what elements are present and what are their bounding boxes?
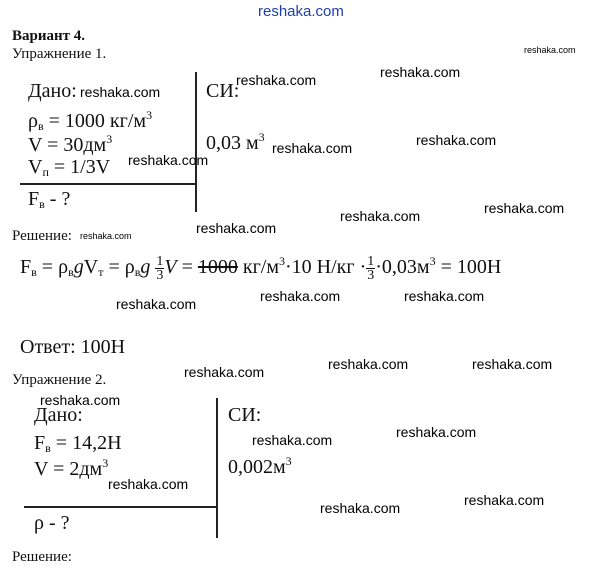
watermark: reshaka.com (484, 200, 565, 216)
ex2-given-label: Дано: (34, 404, 83, 426)
watermark: reshaka.com (416, 132, 497, 148)
watermark: reshaka.com (396, 424, 477, 440)
ex1-given-divider (20, 183, 195, 185)
ex2-si-separator (216, 398, 218, 538)
exercise2-title: Упражнение 2. (12, 372, 107, 388)
ex1-vp-line: $V_п = 1/3V$ (28, 156, 111, 179)
watermark: reshaka.com (252, 432, 333, 448)
ex1-v-line: $V = 30дм^3$ (28, 132, 113, 156)
ex2-v-line: $V = 2дм^3$ (34, 456, 109, 480)
watermark: reshaka.com (320, 500, 401, 516)
watermark: reshaka.com (184, 364, 265, 380)
ex1-si-label: СИ: (206, 80, 240, 102)
watermark: reshaka.com (196, 220, 277, 236)
watermark: reshaka.com (328, 356, 409, 372)
ex1-answer: Ответ: 100Н (20, 336, 126, 358)
ex2-find-line: ρ - ? (34, 512, 70, 534)
watermark: reshaka.com (80, 84, 161, 100)
watermark: reshaka.com (340, 208, 421, 224)
watermark: reshaka.com (40, 392, 121, 408)
watermark: reshaka.com (380, 64, 461, 80)
ex1-formula: $F_в = \rho_вgV_т = \rho_вg$ $\frac{1}{3}$ V = 1000 $кг/м^3\cdot 10$ Н/кг · $\frac{1}{3}$ $\cdot 0,03м^3 = 100Н$ (20, 253, 502, 283)
watermark: reshaka.com (236, 72, 317, 88)
watermark: reshaka.com (464, 492, 545, 508)
ex2-given-divider (24, 506, 216, 508)
watermark: reshaka.com (472, 356, 553, 372)
watermark: reshaka.com (116, 296, 197, 312)
ex2-si-label: СИ: (228, 404, 262, 426)
watermark: reshaka.com (128, 152, 209, 168)
watermark: reshaka.com (80, 231, 132, 241)
ex1-si-value: 0,03 $м^3$ (206, 130, 265, 154)
ex1-solution-label: Решение: (12, 228, 72, 244)
ex2-f-line: $F_в = 14,2Н$ (34, 432, 122, 455)
ex1-given-label: Дано: (28, 80, 77, 102)
watermark: reshaka.com (524, 45, 576, 55)
ex1-find-line: $F_в$ - ? (28, 188, 71, 211)
site-header: reshaka.com (258, 3, 344, 20)
ex1-rho-line: $\rho_в = 1000$ $кг/м^3$ (28, 108, 153, 133)
ex2-solution-label: Решение: (12, 549, 72, 565)
ex2-si-value: $0,002м^3$ (228, 454, 292, 478)
exercise1-title: Упражнение 1. (12, 46, 107, 62)
watermark: reshaka.com (272, 140, 353, 156)
watermark: reshaka.com (260, 288, 341, 304)
watermark: reshaka.com (404, 288, 485, 304)
ex1-si-separator (195, 72, 197, 212)
variant-title: Вариант 4. (12, 28, 86, 44)
watermark: reshaka.com (108, 476, 189, 492)
